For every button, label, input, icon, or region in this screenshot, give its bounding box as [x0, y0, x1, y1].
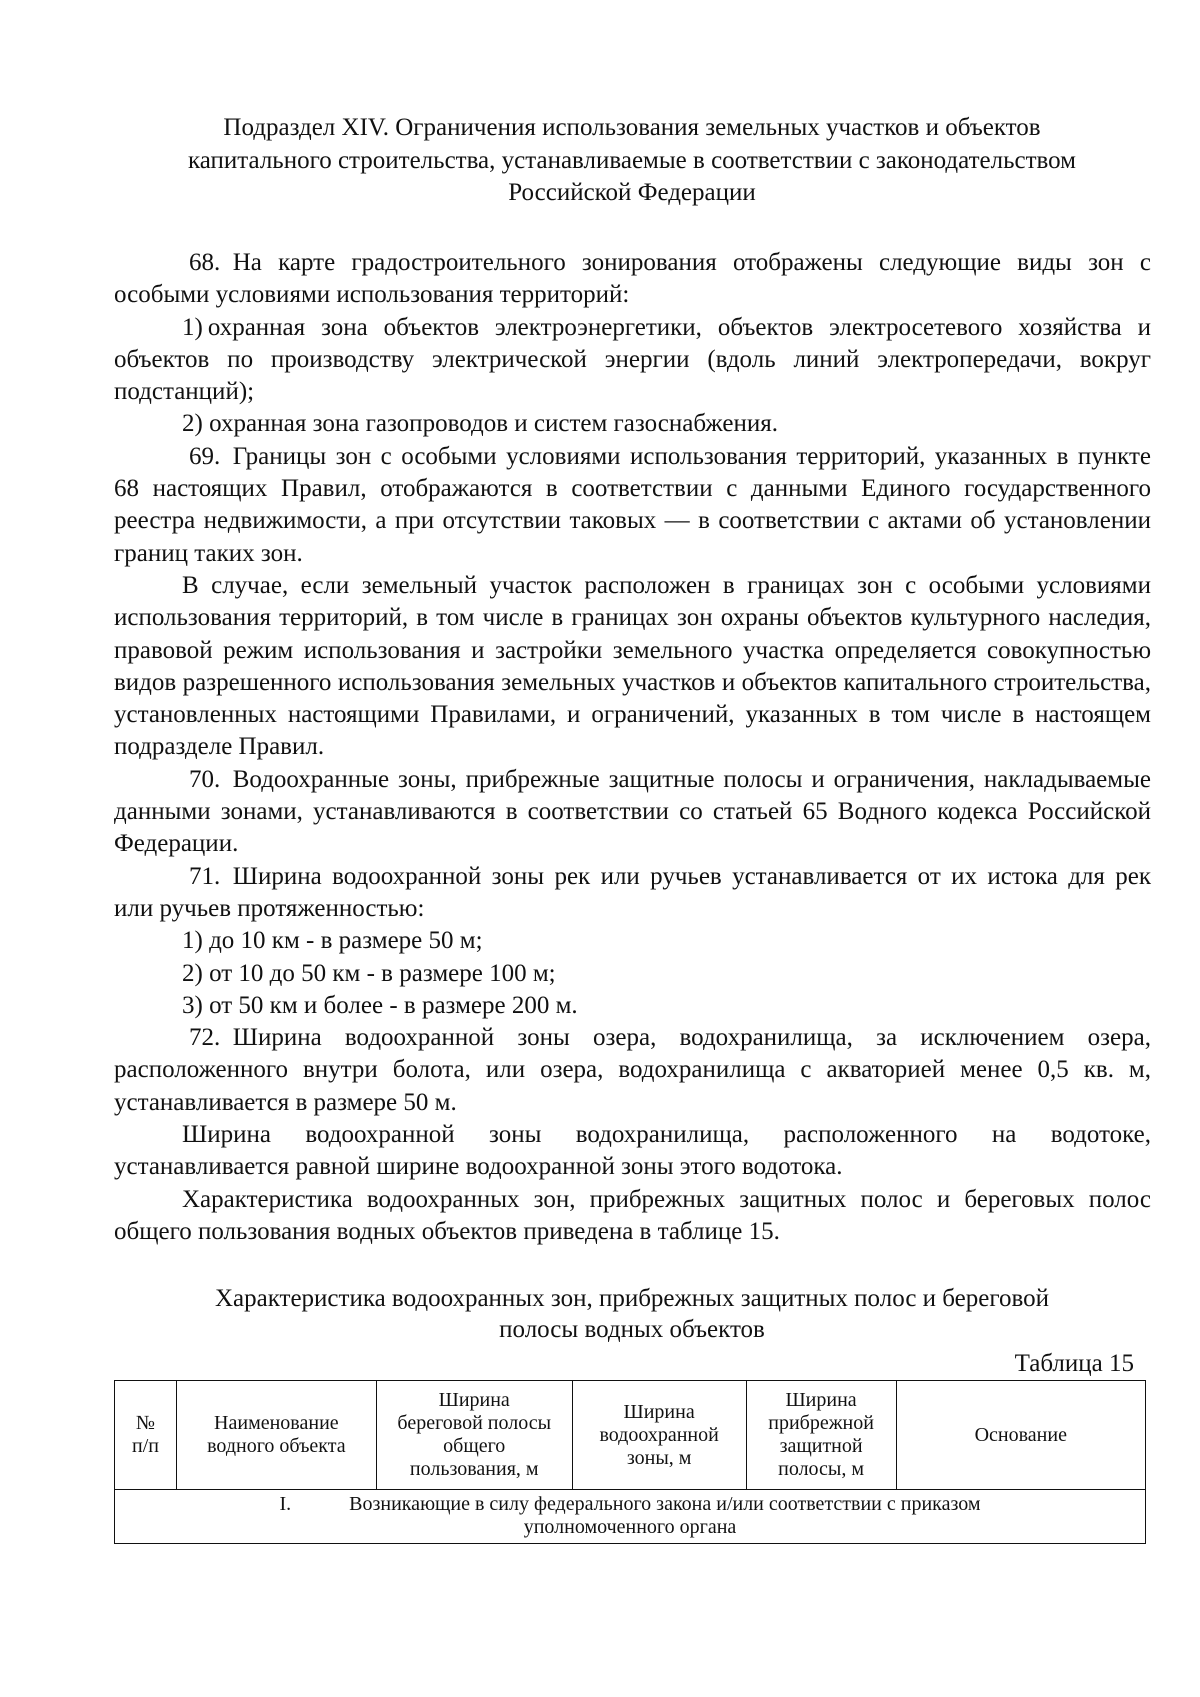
heading-line: Подраздел XIV. Ограничения использования земельных участков и объектов [223, 114, 1041, 141]
paragraph-71-item-3: 3) от 50 км и более - в размере 200 м. [182, 991, 578, 1019]
paragraph-71-item-2: 2) от 10 до 50 км - в размере 100 м; [182, 959, 556, 987]
table-section-cell [115, 1490, 1146, 1544]
table-caption-line: полосы водных объектов [499, 1316, 765, 1343]
table-header-row [115, 1381, 1146, 1490]
paragraph-68: 68. На карте градостроительного зонирования отображены следующие виды зон с особыми условиями использования территорий: [114, 249, 1151, 309]
paragraph-70: 70. Водоохранные зоны, прибрежные защитные полосы и ограничения, накладываемые данными зонами, устанавливаются в соответствии со статьей 65 Водного кодекса Российской Федерации. [114, 765, 1151, 858]
paragraph-69-continued: В случае, если земельный участок расположен в границах зон с особыми условиями использования территорий, в том числе в границах зон охраны объектов культурного наследия, правовой режим использования и застройки земельного участка определяется совокупностью видов разрешенного использования земельных участков и объектов капитального строительства, установленных настоящими Правилами, и ограничений, указанных в том числе в настоящем подразделе Правил. [114, 571, 1151, 761]
header-coastal-protection-strip-width: Ширина прибрежной защитной полосы, м [746, 1381, 896, 1490]
document-body [114, 247, 1151, 1248]
paragraph-71-item-1: 1) до 10 км - в размере 50 м; [182, 927, 483, 955]
water-zones-table [114, 1380, 1146, 1544]
table-caption [110, 1283, 1154, 1345]
header-water-protection-zone-width: Ширина водоохранной зоны, м [572, 1381, 746, 1490]
paragraph-72-continued: Ширина водоохранной зоны водохранилища, расположенного на водотоке, устанавливается равной ширине водоохранной зоны этого водотока. [114, 1121, 1151, 1181]
paragraph-72-table-reference: Характеристика водоохранных зон, прибрежных защитных полос и береговых полос общего пользования водных объектов приведена в таблице 15. [114, 1185, 1151, 1245]
paragraph-71: 71. Ширина водоохранной зоны рек или ручьев устанавливается от их истока для рек или ручьев протяженностью: [114, 862, 1151, 922]
table-label: Таблица 15 [1014, 1350, 1134, 1377]
section-number: I. [279, 1493, 292, 1515]
paragraph-68-item-2: 2) охранная зона газопроводов и систем газоснабжения. [182, 410, 778, 438]
table-caption-line: Характеристика водоохранных зон, прибрежных защитных полос и береговой [214, 1285, 1050, 1312]
paragraph-69: 69. Границы зон с особыми условиями использования территорий, указанных в пункте 68 настоящих Правил, отображаются в соответствии с данными Единого государственного реестра недвижимости, а при отсутствии таковых — в соответствии с актами об установлении границ таких зон. [114, 442, 1151, 567]
heading-line: Российской Федерации [508, 179, 756, 206]
section-title-line-1: Возникающие в силу федерального закона и/или соответствии с приказом [349, 1493, 981, 1515]
heading-line: капитального строительства, устанавливаемые в соответствии с законодательством [187, 146, 1076, 174]
section-heading [110, 112, 1154, 210]
section-title-line-2: уполномоченного органа [523, 1516, 737, 1538]
header-water-object-name: Наименование водного объекта [176, 1381, 376, 1490]
paragraph-68-item-1: 1) охранная зона объектов электроэнергетики, объектов электросетевого хозяйства и объектов по производству электрической энергии (вдоль линий электропередачи, вокруг подстанций); [114, 313, 1151, 406]
header-basis: Основание [896, 1381, 1145, 1490]
header-number: № п/п [115, 1381, 177, 1490]
paragraph-72: 72. Ширина водоохранной зоны озера, водохранилища, за исключением озера, расположенного внутри болота, или озера, водохранилища с акваторией менее 0,5 кв. м, устанавливается в размере 50 м. [114, 1024, 1151, 1116]
header-shore-strip-width: Ширина береговой полосы общего пользования, м [376, 1381, 572, 1490]
table-section-row [115, 1490, 1146, 1544]
